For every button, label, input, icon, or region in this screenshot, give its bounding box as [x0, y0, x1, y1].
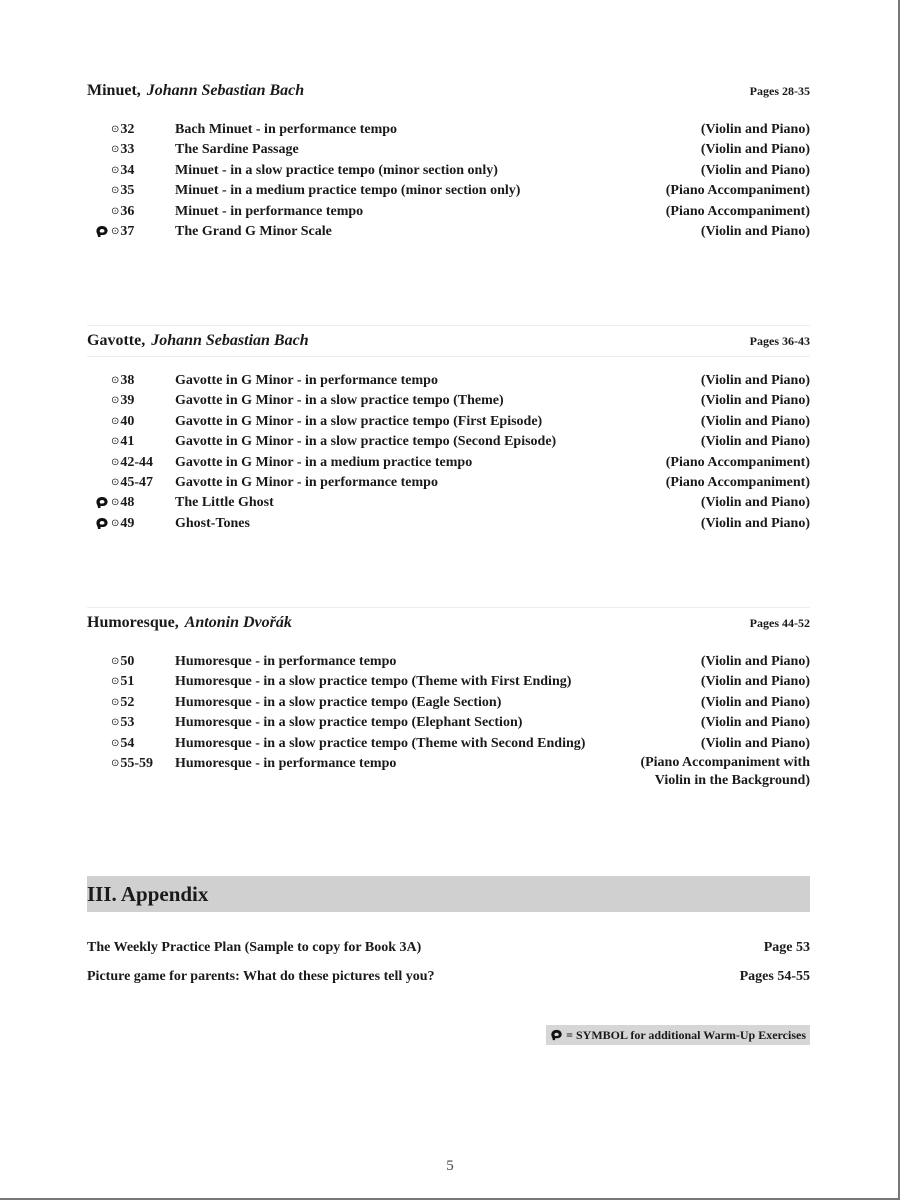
track-title: The Little Ghost — [175, 495, 274, 511]
track-instrumentation: (Violin and Piano) — [700, 413, 810, 429]
track-number-text: 33 — [120, 142, 135, 158]
track-instrumentation: (Violin and Piano) — [700, 162, 810, 178]
track-instrumentation: (Violin and Piano) — [700, 674, 810, 690]
track-title: Humoresque - in a slow practice tempo (Theme with First Ending) — [175, 674, 572, 690]
track-title: The Grand G Minor Scale — [175, 223, 332, 239]
track-row — [87, 412, 810, 432]
track-number — [87, 754, 175, 774]
cd-track-icon: ⊙ — [111, 737, 120, 749]
track-row — [87, 754, 810, 788]
track-row — [87, 140, 810, 160]
track-row — [87, 734, 810, 754]
track-number-text: 53 — [120, 715, 135, 731]
cd-track-icon: ⊙ — [111, 415, 120, 427]
track-row — [87, 514, 810, 534]
instrumentation-line: (Piano Accompaniment with — [640, 754, 810, 770]
track-title: Gavotte in G Minor - in performance tempo — [175, 474, 438, 490]
track-number-text: 48 — [120, 495, 135, 511]
cd-track-icon: ⊙ — [111, 656, 120, 667]
warm-up-legend — [546, 1025, 810, 1045]
section-humoresque — [87, 607, 810, 788]
track-list — [87, 652, 810, 788]
section-gavotte — [87, 325, 810, 534]
track-title: Humoresque - in a slow practice tempo (Elephant Section) — [175, 715, 523, 731]
page-number: 5 — [446, 1158, 454, 1174]
track-row — [87, 432, 810, 452]
track-number — [87, 493, 175, 513]
track-title: Gavotte in G Minor - in performance tempo — [175, 373, 438, 388]
appendix-item-title: Picture game for parents: What do these pictures tell you? — [87, 969, 435, 984]
composer: Johann Sebastian Bach — [151, 332, 309, 349]
appendix-item-title: The Weekly Practice Plan (Sample to copy for Book 3A) — [87, 940, 422, 955]
track-title: The Sardine Passage — [175, 142, 299, 158]
track-number — [87, 222, 175, 242]
track-row — [87, 453, 810, 473]
track-instrumentation: (Violin and Piano) — [700, 654, 810, 669]
track-number — [87, 140, 175, 160]
track-title: Humoresque - in a slow practice tempo (Theme with Second Ending) — [175, 735, 586, 751]
track-number-text: 49 — [120, 515, 135, 531]
page-range: Pages 44-52 — [749, 616, 810, 630]
track-list — [87, 120, 810, 242]
track-row — [87, 161, 810, 181]
track-number-text: 34 — [120, 162, 135, 178]
cd-track-icon: ⊙ — [111, 164, 120, 176]
track-number-text: 54 — [120, 735, 135, 751]
track-title: Gavotte in G Minor - in a slow practice tempo (First Episode) — [175, 413, 543, 429]
piece-title: Gavotte, — [87, 332, 146, 349]
track-title: Minuet - in performance tempo — [175, 203, 364, 219]
section-header — [87, 607, 810, 638]
track-number-text: 40 — [120, 413, 135, 429]
track-title: Humoresque - in performance tempo — [175, 654, 397, 669]
track-title: Gavotte in G Minor - in a slow practice tempo (Second Episode) — [175, 434, 557, 450]
track-number-text: 55-59 — [120, 755, 154, 771]
track-number-text: 50 — [120, 654, 135, 669]
track-instrumentation: (Violin and Piano) — [700, 434, 810, 450]
track-number-text: 39 — [120, 393, 135, 409]
track-number-text: 38 — [120, 373, 135, 388]
track-number-text: 36 — [120, 203, 135, 219]
appendix-item — [87, 969, 810, 985]
track-instrumentation: (Violin and Piano) — [700, 393, 810, 409]
cd-track-icon: ⊙ — [111, 476, 120, 488]
track-title: Ghost-Tones — [175, 515, 250, 531]
cd-track-icon: ⊙ — [111, 517, 120, 529]
appendix-heading: III. Appendix — [87, 876, 810, 912]
track-instrumentation: (Violin and Piano) — [700, 694, 810, 710]
track-number-text: 35 — [120, 183, 135, 199]
cd-track-icon: ⊙ — [111, 436, 120, 448]
track-number-text: 42-44 — [120, 454, 154, 470]
appendix-item-pages: Page 53 — [763, 940, 810, 955]
track-number — [87, 453, 175, 473]
warm-up-symbol-icon — [95, 496, 109, 510]
track-row — [87, 713, 810, 733]
track-instrumentation: (Violin and Piano) — [700, 515, 810, 531]
track-row — [87, 493, 810, 513]
track-number — [87, 672, 175, 692]
track-number — [87, 371, 175, 391]
track-number-text: 51 — [120, 674, 135, 690]
track-instrumentation: (Violin and Piano) — [700, 715, 810, 731]
track-number-text: 52 — [120, 694, 135, 710]
track-number-text: 41 — [120, 434, 135, 450]
track-instrumentation: (Violin and Piano) — [700, 373, 810, 388]
track-number — [87, 652, 175, 672]
track-number-text: 37 — [120, 223, 135, 239]
track-title: Minuet - in a slow practice tempo (minor section only) — [175, 162, 498, 178]
track-number — [87, 432, 175, 452]
cd-track-icon: ⊙ — [111, 144, 120, 156]
piece-title: Minuet, — [87, 82, 141, 99]
track-title: Gavotte in G Minor - in a slow practice tempo (Theme) — [175, 393, 504, 409]
track-number — [87, 120, 175, 140]
track-number — [87, 734, 175, 754]
piece-title: Humoresque, — [87, 614, 179, 631]
cd-track-icon: ⊙ — [111, 225, 120, 237]
track-instrumentation: (Piano Accompaniment) — [665, 474, 810, 490]
instrumentation-line: Violin in the Background) — [654, 772, 810, 788]
page-range: Pages 36-43 — [749, 334, 810, 348]
track-row — [87, 693, 810, 713]
track-row — [87, 652, 810, 672]
cd-track-icon: ⊙ — [111, 205, 120, 217]
page-range: Pages 28-35 — [749, 84, 810, 98]
cd-track-icon: ⊙ — [111, 456, 120, 468]
cd-track-icon: ⊙ — [111, 696, 120, 708]
track-instrumentation: (Violin and Piano) — [700, 223, 810, 239]
track-title: Minuet - in a medium practice tempo (minor section only) — [175, 183, 521, 199]
track-instrumentation: (Violin and Piano) — [700, 122, 810, 137]
legend-text: = SYMBOL for additional Warm-Up Exercises — [566, 1028, 806, 1042]
cd-track-icon: ⊙ — [111, 497, 120, 509]
track-instrumentation: (Violin and Piano) — [700, 142, 810, 158]
track-row — [87, 371, 810, 391]
track-instrumentation: (Violin and Piano) — [700, 735, 810, 751]
track-instrumentation: (Piano Accompaniment) — [665, 203, 810, 219]
track-row — [87, 391, 810, 411]
track-number — [87, 391, 175, 411]
section-header — [87, 325, 810, 357]
cd-track-icon: ⊙ — [111, 395, 120, 407]
track-number-text: 45-47 — [120, 474, 154, 490]
appendix-item — [87, 940, 810, 956]
track-row — [87, 202, 810, 222]
track-number — [87, 713, 175, 733]
track-instrumentation — [640, 754, 810, 788]
track-row — [87, 473, 810, 493]
track-row — [87, 222, 810, 242]
section-minuet — [87, 76, 810, 242]
track-number — [87, 412, 175, 432]
cd-track-icon: ⊙ — [111, 185, 120, 197]
track-title: Humoresque - in a slow practice tempo (Eagle Section) — [175, 694, 502, 710]
track-number — [87, 473, 175, 493]
track-list — [87, 371, 810, 534]
track-instrumentation: (Violin and Piano) — [700, 495, 810, 511]
cd-track-icon: ⊙ — [111, 124, 120, 135]
track-title: Gavotte in G Minor - in a medium practice tempo — [175, 454, 473, 470]
track-number-text: 32 — [120, 122, 135, 137]
track-number — [87, 514, 175, 534]
cd-track-icon: ⊙ — [111, 375, 120, 386]
warm-up-symbol-icon — [95, 225, 109, 239]
warm-up-symbol-icon — [95, 517, 109, 531]
cd-track-icon: ⊙ — [111, 757, 120, 769]
composer: Antonin Dvořák — [184, 614, 292, 631]
cd-track-icon: ⊙ — [111, 717, 120, 729]
warm-up-symbol-icon — [550, 1029, 563, 1042]
appendix-item-pages: Pages 54-55 — [739, 969, 810, 984]
cd-track-icon: ⊙ — [111, 676, 120, 688]
track-title: Bach Minuet - in performance tempo — [175, 122, 398, 137]
track-row — [87, 120, 810, 140]
track-number — [87, 161, 175, 181]
track-number — [87, 181, 175, 201]
track-number — [87, 693, 175, 713]
track-title: Humoresque - in performance tempo — [175, 755, 397, 771]
composer: Johann Sebastian Bach — [146, 82, 305, 99]
track-instrumentation: (Piano Accompaniment) — [665, 183, 810, 199]
section-header — [87, 76, 810, 106]
track-number — [87, 202, 175, 222]
track-row — [87, 672, 810, 692]
track-instrumentation: (Piano Accompaniment) — [665, 454, 810, 470]
track-row — [87, 181, 810, 201]
